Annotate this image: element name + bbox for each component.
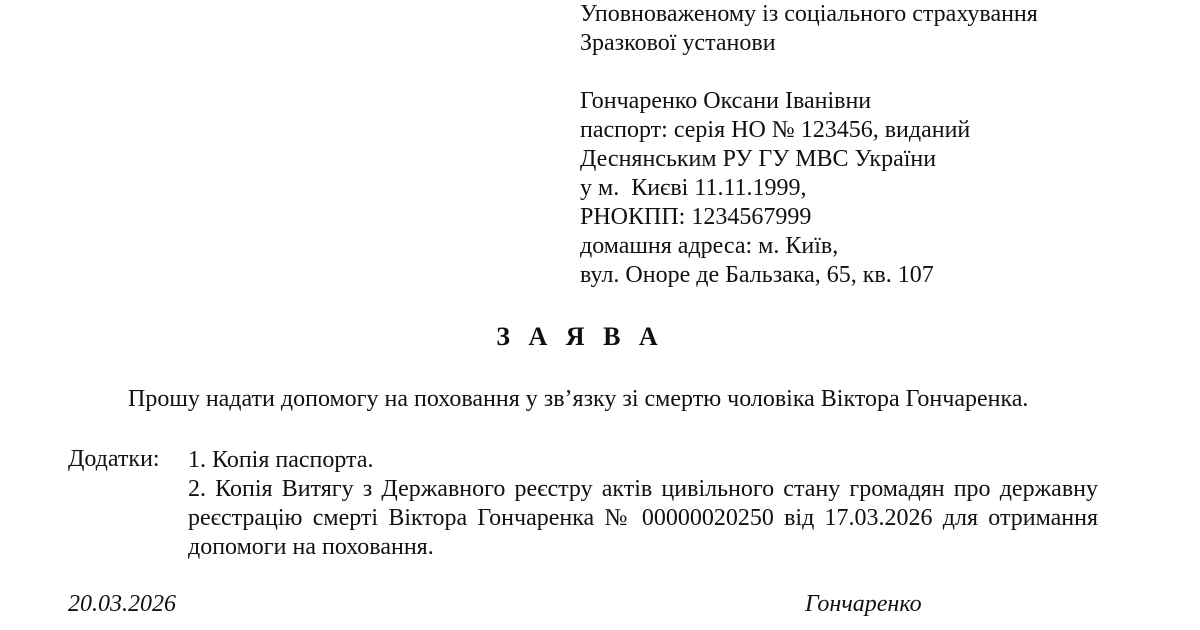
attachment-item: 1. Копія паспорта.: [188, 447, 374, 473]
addressee-spacer: [580, 58, 1038, 87]
addressee-line: Уповноваженому із соціального страхування: [580, 1, 1038, 27]
applicant-address-street: вул. Оноре де Бальзака, 65, кв. 107: [580, 262, 934, 288]
applicant-passport-issuer: Деснянським РУ ГУ МВС України: [580, 146, 937, 172]
applicant-address-city: домашня адреса: м. Київ,: [580, 233, 839, 259]
attachments-label: Додатки:: [68, 446, 160, 472]
applicant-passport-date: у м. Києві 11.11.1999,: [580, 175, 807, 201]
request-text: Прошу надати допомогу на поховання у зв’язку зі смертю чоловіка Віктора Гончаренка.: [128, 386, 1029, 412]
attachments-list: [188, 446, 1098, 562]
addressee-block: [580, 0, 1038, 290]
attachment-item: 2. Копія Витягу з Державного реєстру актів цивільного стану громадян про державну реєстрацію смерті Віктора Гончаренка № 00000020250 від 17.03.2026 для отримання допомоги на поховання.: [188, 476, 1098, 560]
document-date: 20.03.2026: [68, 591, 176, 617]
applicant-passport: паспорт: серія НО № 123456, виданий: [580, 117, 971, 143]
applicant-tax-id: РНОКПП: 1234567999: [580, 204, 812, 230]
signature: Гончаренко: [805, 591, 922, 617]
document-title: З А Я В А: [496, 322, 664, 351]
applicant-name: Гончаренко Оксани Іванівни: [580, 88, 872, 114]
addressee-line: Зразкової установи: [580, 30, 776, 56]
